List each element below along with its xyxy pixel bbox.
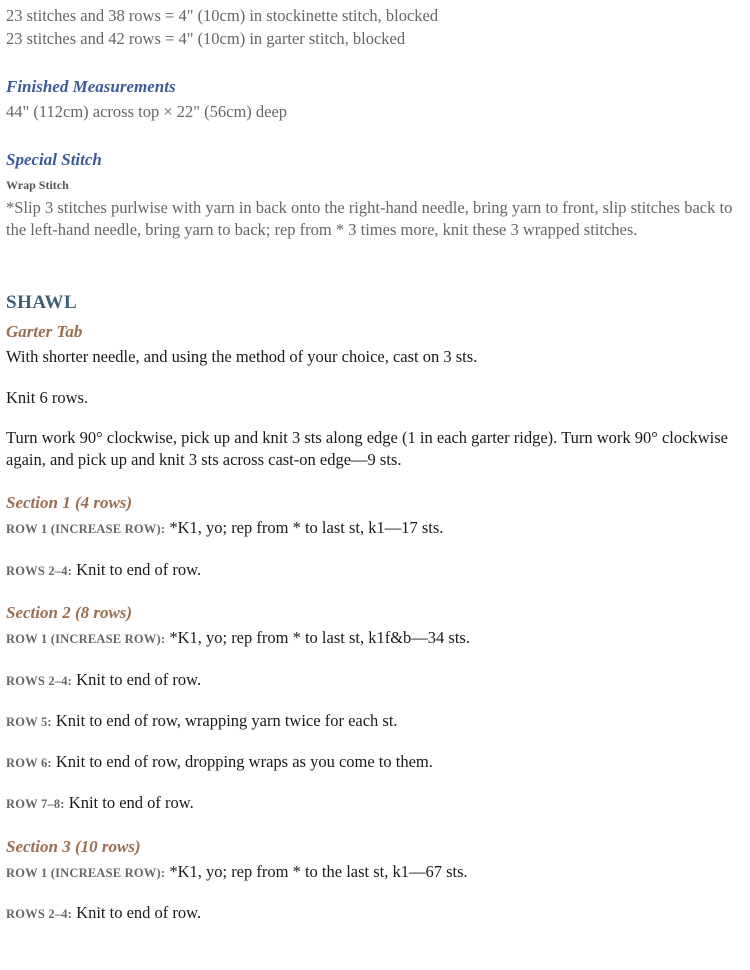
row-label: ROWS 2–4: xyxy=(6,564,73,578)
gauge-stockinette: 23 stitches and 38 rows = 4" (10cm) in stockinette stitch, blocked xyxy=(6,6,439,25)
section1-row2 xyxy=(6,559,201,582)
row-instruction: Knit to end of row. xyxy=(76,670,202,689)
section2-row5 xyxy=(6,710,398,733)
garter-tab-p3: Turn work 90° clockwise, pick up and knit 3 sts along edge (1 in each garter ridge). Turn work 90° clockwise again, and pick up and knit 3 sts across cast-on edge—9 sts. xyxy=(6,428,728,469)
section2-heading: Section 2 (8 rows) xyxy=(6,603,133,622)
special-stitch-heading: Special Stitch xyxy=(6,150,102,169)
row-instruction: *K1, yo; rep from * to last st, k1—17 sts. xyxy=(169,518,444,537)
row-instruction: *K1, yo; rep from * to last st, k1f&b—34 sts. xyxy=(169,628,470,647)
row-label: ROW 6: xyxy=(6,756,52,770)
section2-row2 xyxy=(6,669,201,692)
section3-row2 xyxy=(6,902,201,925)
row-label: ROW 1 (INCREASE ROW): xyxy=(6,522,166,536)
row-label: ROW 5: xyxy=(6,715,52,729)
garter-tab-p1: With shorter needle, and using the method of your choice, cast on 3 sts. xyxy=(6,347,478,366)
row-instruction: Knit to end of row. xyxy=(76,903,202,922)
section2-row1 xyxy=(6,627,470,650)
row-instruction: Knit to end of row, dropping wraps as you come to them. xyxy=(55,752,433,771)
section3-heading: Section 3 (10 rows) xyxy=(6,837,141,856)
row-label: ROWS 2–4: xyxy=(6,907,73,921)
row-instruction: *K1, yo; rep from * to the last st, k1—67 sts. xyxy=(169,862,468,881)
row-label: ROW 7–8: xyxy=(6,797,65,811)
section1-heading: Section 1 (4 rows) xyxy=(6,493,133,512)
section2-row6 xyxy=(6,751,433,774)
row-instruction: Knit to end of row, wrapping yarn twice for each st. xyxy=(55,711,398,730)
section1-row1 xyxy=(6,517,443,540)
gauge-garter: 23 stitches and 42 rows = 4" (10cm) in garter stitch, blocked xyxy=(6,29,406,48)
wrap-stitch-text: *Slip 3 stitches purlwise with yarn in back onto the right-hand needle, bring yarn to front, slip stitches back to the left-hand needle, bring yarn to back; rep from * 3 times more, knit these 3 wrapped stitches. xyxy=(6,198,733,239)
row-label: ROWS 2–4: xyxy=(6,674,73,688)
wrap-stitch-label: Wrap Stitch xyxy=(6,178,69,192)
section2-row7 xyxy=(6,792,194,815)
garter-tab-p2: Knit 6 rows. xyxy=(6,388,89,407)
shawl-heading: SHAWL xyxy=(6,292,78,313)
section3-row1 xyxy=(6,861,468,884)
finished-measurements-text: 44" (112cm) across top × 22" (56cm) deep xyxy=(6,102,288,121)
row-label: ROW 1 (INCREASE ROW): xyxy=(6,632,166,646)
row-instruction: Knit to end of row. xyxy=(68,793,194,812)
garter-tab-heading: Garter Tab xyxy=(6,322,83,341)
finished-measurements-heading: Finished Measurements xyxy=(6,77,176,96)
row-label: ROW 1 (INCREASE ROW): xyxy=(6,866,166,880)
row-instruction: Knit to end of row. xyxy=(76,560,202,579)
